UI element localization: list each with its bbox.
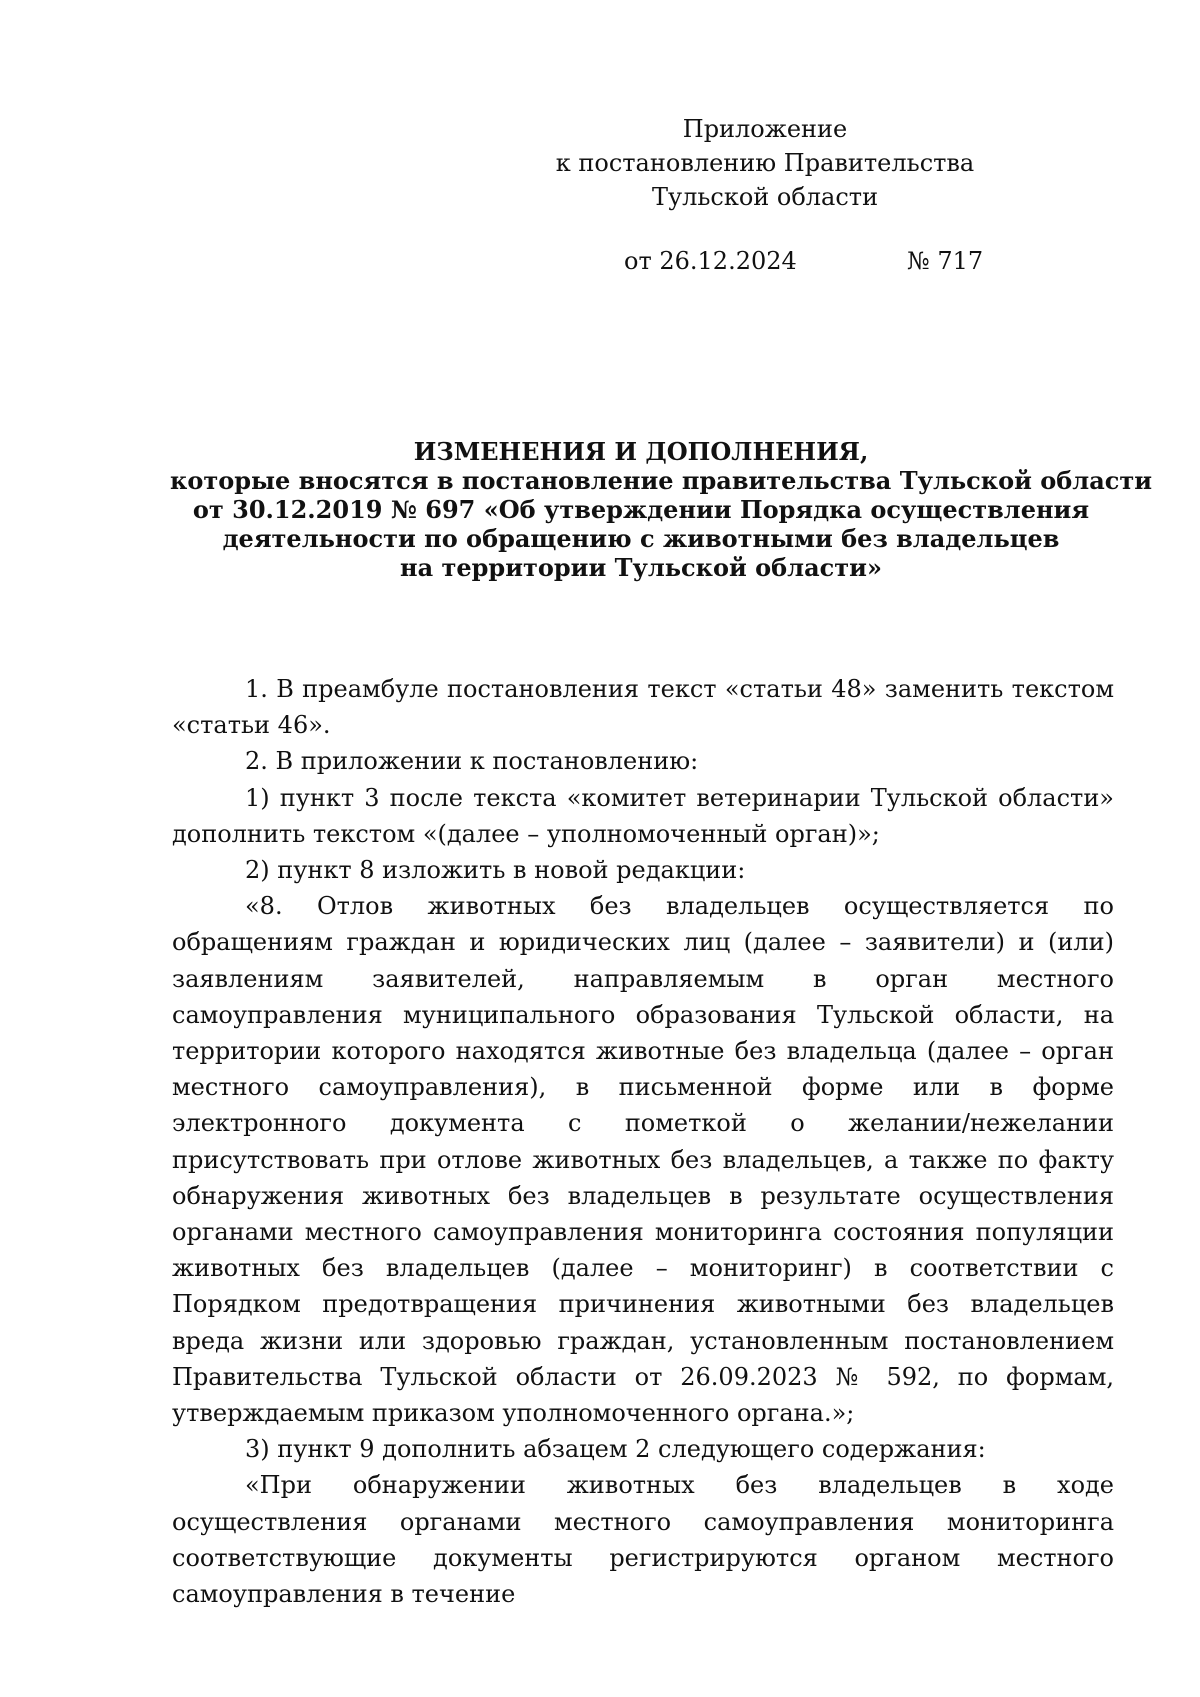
paragraph: 3) пункт 9 дополнить абзацем 2 следующего содержания: — [245, 1435, 986, 1464]
title-line-5: на территории Тульской области» — [400, 553, 882, 582]
document-number: № 717 — [907, 247, 984, 275]
paragraph: «При обнаружении животных без владельцев в ходе осуществления органами местного самоуправления мониторинга соответствующие документы регистрируются органом местного самоуправления в течение — [172, 1471, 1114, 1609]
title-line-1: ИЗМЕНЕНИЯ И ДОПОЛНЕНИЯ, — [413, 437, 869, 466]
appendix-line-1: Приложение — [682, 115, 848, 143]
appendix-header — [540, 112, 990, 214]
paragraph: 1. В преамбуле постановления текст «статьи 48» заменить текстом «статьи 46». — [172, 675, 1114, 740]
title-line-3: от 30.12.2019 № 697 «Об утверждении Порядка осуществления — [192, 495, 1090, 524]
appendix-line-2: к постановлению Правительства — [555, 149, 975, 177]
document-date-number — [624, 244, 994, 278]
paragraph: «8. Отлов животных без владельцев осуществляется по обращениям граждан и юридических лиц (далее – заявители) и (или) заявлениям заявителей, направляемым в орган местного самоуправления муниципального образования Тульской области, на территории которого находятся животные без владельца (далее – орган местного самоуправления), в письменной форме или в форме электронного документа с пометкой о желании/нежелании присутствовать при отлове животных без владельцев, а также по факту обнаружения животных без владельцев в результате осуществления органами местного самоуправления мониторинга состояния популяции животных без владельцев (далее – мониторинг) в соответствии с Порядком предотвращения причинения животными без владельцев вреда жизни или здоровью граждан, установленным постановлением Правительства Тульской области от 26.09.2023 № 592, по формам, утверждаемым приказом уполномоченного органа.»; — [172, 892, 1114, 1428]
paragraph: 2. В приложении к постановлению: — [245, 747, 699, 776]
title-line-2: которые вносятся в постановление правительства Тульской области — [170, 466, 1153, 495]
paragraph: 1) пункт 3 после текста «комитет ветеринарии Тульской области» дополнить текстом «(далее – уполномоченный орган)»; — [172, 783, 1114, 848]
appendix-line-3: Тульской области — [651, 183, 879, 211]
document-body — [172, 671, 1114, 1612]
document-title — [170, 437, 1153, 582]
paragraph: 2) пункт 8 изложить в новой редакции: — [245, 856, 746, 885]
title-line-4: деятельности по обращению с животными без владельцев — [222, 524, 1060, 553]
document-date: от 26.12.2024 — [624, 247, 797, 275]
